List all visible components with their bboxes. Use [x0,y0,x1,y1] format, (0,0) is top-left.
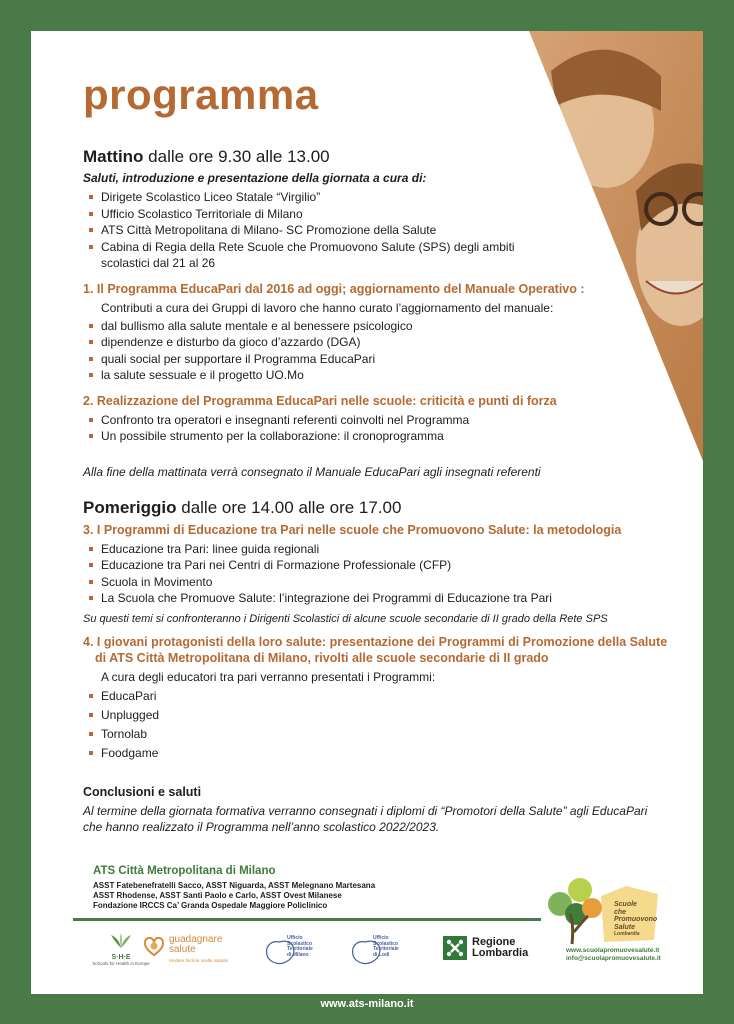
conclusion-text: Al termine della giornata formativa verranno consegnati i diplomi di “Promotori della Salute” agli EducaPari che hanno realizzato il Programma nell’anno scolastico 2022/2023. [83,803,648,834]
ats-line: Fondazione IRCCS Ca’ Granda Ospedale Maggiore Policlinico [93,901,328,910]
sps-line: che [614,908,627,916]
regione-lombardia-logo [443,936,539,962]
intro-list [83,189,668,272]
ats-line: ASST Fatebenefratelli Sacco, ASST Niguarda, ASST Melegnano Martesana [93,881,376,890]
lombardia-text: Lombardia [472,947,529,959]
ust-line: Ufficio [373,935,389,941]
sps-line: Scuole [614,901,637,908]
section-2-title: 2. Realizzazione del Programma EducaPari nelle scuole: criticità e punti di forza [83,393,557,408]
section-3-list [83,541,668,607]
program-content [83,147,668,835]
list-item: Un possibile strumento per la collaborazione: il cronoprogramma [89,428,668,445]
section-1-list [83,318,668,384]
sps-line: Salute [614,923,636,931]
page-title: programma [83,71,319,118]
section-4-title: 4. I giovani protagonisti della loro salute: presentazione dei Programmi di Promozione della Salute di ATS Città Metropolitana di Milano, rivolti alle scuole secondarie di II grado [83,634,668,665]
footer-url[interactable]: www.ats-milano.it [320,998,414,1010]
list-item: Foodgame [89,744,668,763]
section-3-note: Su questi temi si confronteranno i Dirigenti Scolastici di alcune scuole secondarie di II grado della Rete SPS [83,612,608,625]
flyer-sheet [31,31,703,994]
ats-line: ASST Rhodense, ASST Santi Paolo e Carlo, ASST Ovest Milanese [93,891,342,900]
she-logo [91,933,151,966]
sps-website[interactable]: www.scuolapromuovesalute.it [566,947,660,954]
ust-line: di Milano [287,951,309,958]
section-4-desc: A cura degli educatori tra pari verranno presentati i Programmi: [101,669,436,684]
ust-line: di Lodi [373,951,390,958]
conclusion-heading: Conclusioni e saluti [83,784,202,799]
sps-line: Promuovono [614,916,658,923]
morning-label: Mattino [83,147,144,166]
list-item-continued: scolastici dal 21 al 26 [101,256,216,270]
sps-contacts [566,947,661,963]
she-sub: Schools for Health in Europe [92,961,150,966]
ust-line: Scolastico [373,940,399,947]
she-label: S·H·E [111,954,131,961]
list-item: Scuola in Movimento [89,574,668,591]
salute-text: salute [169,944,196,955]
afternoon-label: Pomeriggio [83,497,177,517]
sps-text [614,901,657,939]
afternoon-heading [83,498,668,518]
guadagnare-text: guadagnare [169,934,223,945]
ust-line: Ufficio [287,935,303,941]
ats-partners [93,881,375,911]
list-item: Ufficio Scolastico Territoriale di Milano [89,206,668,223]
sps-logo [546,874,666,964]
ust-lodi-text [373,936,399,958]
ust-line: Territoriale [373,946,399,952]
footer-divider [73,918,541,921]
ust-milano-logo [263,934,333,968]
section-2-list [83,412,668,445]
afternoon-time: dalle ore 14.00 alle ore 17.00 [176,497,402,517]
list-item: Tornolab [89,725,668,744]
list-item: Educazione tra Pari: linee guida regionali [89,541,668,558]
sps-email[interactable]: info@scuolapromuovesalute.it [566,955,661,962]
list-item: quali social per supportare il Programma EducaPari [89,351,668,368]
list-item: La Scuola che Promuove Salute: l’integrazione dei Programmi di Educazione tra Pari [89,590,668,607]
list-item: dipendenze e disturbo da gioco d’azzardo (DGA) [89,334,668,351]
guadagnare-sub: rendere facili le scelte salutari [169,958,229,963]
section-4-list [83,687,668,763]
list-item: la salute sessuale e il progetto UO.Mo [89,367,668,384]
morning-note: Alla fine della mattinata verrà consegnato il Manuale EducaPari agli insegnati referenti [83,464,541,479]
list-item: Educazione tra Pari nei Centri di Formazione Professionale (CFP) [89,557,668,574]
ats-name: ATS Città Metropolitana di Milano [93,865,276,877]
list-item: Cabina di Regia della Rete Scuole che Promuovono Salute (SPS) degli ambiti [89,239,668,256]
list-item: Dirigete Scolastico Liceo Statale “Virgilio” [89,189,668,206]
heart-icon [143,935,165,957]
morning-intro: Saluti, introduzione e presentazione della giornata a cura di: [83,171,427,185]
morning-time: dalle ore 9.30 alle 13.00 [143,147,330,166]
section-1-title: 1. Il Programma EducaPari dal 2016 ad oggi; aggiornamento del Manuale Operativo : [83,281,585,296]
rosa-camuna-icon [443,936,467,960]
list-item: dal bullismo alla salute mentale e al benessere psicologico [89,318,668,335]
list-item: Confronto tra operatori e insegnanti referenti coinvolti nel Programma [89,412,668,429]
morning-heading [83,147,668,167]
regione-text: Regione [472,936,516,948]
ust-lodi-logo [349,934,419,968]
ust-line: Scolastico [287,940,313,947]
list-item: ATS Città Metropolitana di Milano- SC Promozione della Salute [89,222,668,239]
ust-line: Territoriale [287,946,313,952]
section-3-title: 3. I Programmi di Educazione tra Pari nelle scuole che Promuovono Salute: la metodologia [83,522,622,537]
ust-milano-text [287,936,313,958]
list-item: Unplugged [89,706,668,725]
sps-line: Lombardia [614,931,640,937]
section-1-desc: Contributi a cura dei Gruppi di lavoro che hanno curato l’aggiornamento del manuale: [101,300,554,315]
she-leaf-icon [108,933,134,949]
list-item: EducaPari [89,687,668,706]
